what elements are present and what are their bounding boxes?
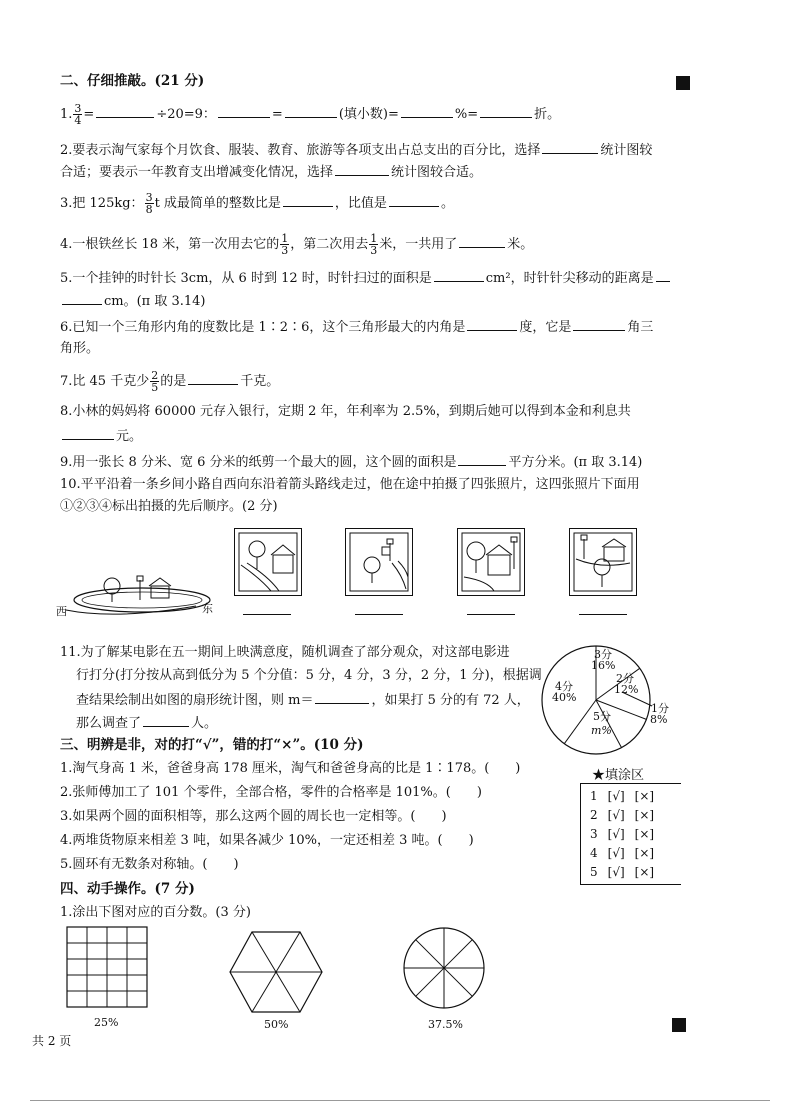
pie-pct-2: 12% [614, 683, 639, 696]
fill-area-title: ★填涂区 [592, 768, 645, 783]
question-2-7: 7.比 45 千克少 $\frac{2}{5}$ 的是 千克。 [60, 369, 280, 394]
registration-mark-bottom [672, 1018, 686, 1032]
question-3-1: 1.淘气身高 1 米，爸爸身高 178 厘米，淘气和爸爸身高的比是 1∶178。( ) [60, 761, 521, 776]
question-2-5-line1: 5.一个挂钟的时针长 3cm，从 6 时到 12 时，时针扫过的面积是 cm²，时针针尖移动的距离是 [60, 268, 672, 288]
question-2-8-line2: 元。 [60, 426, 142, 446]
photo-4-image [570, 529, 636, 595]
photo-2-answer-line[interactable] [355, 614, 403, 615]
question-3-2: 2.张师傅加工了 101 个零件，全部合格，零件的合格率是 101%。( ) [60, 785, 482, 800]
pie-label-1: 1分 [651, 702, 669, 715]
question-2-2-line1: 2.要表示淘气家每个月饮食、服装、教育、旅游等各项支出占总支出的百分比，选择 统计图较 [60, 140, 652, 160]
question-3-4: 4.两堆货物原来相差 3 吨，如果各减少 10%，一定还相差 3 吨。( ) [60, 833, 474, 848]
grid-figure[interactable] [66, 926, 148, 1008]
answer-blank[interactable] [573, 317, 625, 331]
photo-2 [345, 528, 413, 596]
page-footer: 共 2 页 [32, 1034, 72, 1048]
photo-1-answer-line[interactable] [243, 614, 291, 615]
photo-4 [569, 528, 637, 596]
registration-mark-top [676, 76, 690, 90]
answer-blank[interactable] [62, 426, 114, 440]
answer-blank[interactable] [335, 162, 389, 176]
answer-blank[interactable] [285, 104, 337, 118]
pie-label-4: 4分 [555, 680, 573, 693]
photo-4-answer-line[interactable] [579, 614, 627, 615]
fill-row-2[interactable]: 2 [√] [×] [590, 808, 655, 822]
answer-blank[interactable] [459, 234, 505, 248]
answer-blank[interactable] [143, 713, 189, 727]
question-2-4: 4.一根铁丝长 18 米，第一次用去它的 $\frac{1}{3}$ ，第二次用去 $\frac{1}{3}$ 米，一共用了 米。 [60, 232, 534, 257]
photo-2-image [346, 529, 412, 595]
pie-label-3: 3分 [594, 648, 612, 661]
pie-label-5: 5分 [593, 710, 611, 723]
answer-blank[interactable] [401, 104, 453, 118]
pie-pct-4: 40% [552, 691, 577, 704]
section2-title: 二、仔细推敲。(21 分) [60, 73, 205, 89]
question-2-6-line1: 6.已知一个三角形内角的度数比是 1∶2∶6，这个三角形最大的内角是 度，它是 角三 [60, 317, 653, 337]
route-map-illustration [56, 570, 216, 620]
section4-title: 四、动手操作。(7 分) [60, 881, 195, 897]
answer-blank[interactable] [389, 193, 439, 207]
photo-1 [234, 528, 302, 596]
section3-title: 三、明辨是非，对的打“√”，错的打“×”。(10 分) [60, 737, 364, 753]
answer-blank[interactable] [542, 140, 598, 154]
answer-blank[interactable] [62, 291, 102, 305]
answer-blank[interactable] [480, 104, 532, 118]
circle-percent-label: 37.5% [428, 1018, 463, 1031]
answer-blank[interactable] [315, 690, 369, 704]
question-2-10-line2: ①②③④标出拍摄的先后顺序。(2 分) [60, 499, 278, 514]
photo-3-image [458, 529, 524, 595]
question-3-3: 3.如果两个圆的面积相等，那么这两个圆的周长也一定相等。( ) [60, 809, 447, 824]
photo-3 [457, 528, 525, 596]
fill-row-4[interactable]: 4 [√] [×] [590, 846, 655, 860]
question-2-3: 3.把 125kg： $\frac{3}{8}$ t 成最简单的整数比是 ，比值是 。 [60, 191, 454, 216]
question-2-11-line4: 那么调查了 人。 [76, 713, 217, 733]
answer-blank[interactable] [218, 104, 270, 118]
pie-pct-3: 16% [591, 659, 616, 672]
question-2-8-line1: 8.小林的妈妈将 60000 元存入银行，定期 2 年，年利率为 2.5%，到期后她可以得到本金和利息共 [60, 404, 631, 419]
answer-blank[interactable] [656, 268, 670, 282]
answer-blank[interactable] [458, 452, 506, 466]
fill-row-1[interactable]: 1 [√] [×] [590, 789, 655, 803]
grid-percent-label: 25% [94, 1016, 119, 1029]
question-2-11-line2: 行打分(打分按从高到低分为 5 个分值：5 分，4 分，3 分，2 分，1 分)，根据调 [76, 668, 542, 683]
east-label: 东 [202, 602, 213, 615]
hexagon-percent-label: 50% [264, 1018, 289, 1031]
circle-figure[interactable] [402, 926, 486, 1010]
pie-pct-1: 8% [650, 713, 668, 726]
pie-leader-line [620, 690, 660, 710]
question-2-2-line2: 合适；要表示一年教育支出增减变化情况，选择 统计图较合适。 [60, 162, 482, 182]
question-3-5: 5.圆环有无数条对称轴。( ) [60, 857, 239, 872]
pie-label-2: 2分 [616, 672, 634, 685]
question-2-9: 9.用一张长 8 分米、宽 6 分米的纸剪一个最大的圆，这个圆的面积是 平方分米。(π 取 3.14) [60, 452, 642, 472]
fill-row-3[interactable]: 3 [√] [×] [590, 827, 655, 841]
photo-3-answer-line[interactable] [467, 614, 515, 615]
question-2-1: 1. $\frac{3}{4}$ = ÷20=9： = (填小数)= %= 折。 [60, 102, 561, 127]
west-label: 西 [56, 605, 67, 618]
question-4-1: 1.涂出下图对应的百分数。(3 分) [60, 905, 251, 920]
answer-blank[interactable] [434, 268, 484, 282]
question-2-10-line1: 10.平平沿着一条乡间小路自西向东沿着箭头路线走过，他在途中拍摄了四张照片，这四张照片下面用 [60, 477, 640, 492]
hexagon-figure[interactable] [228, 930, 324, 1014]
question-2-11-line1: 11.为了解某电影在五一期间上映满意度，随机调查了部分观众，对这部电影进 [60, 645, 510, 660]
question-2-11-line3: 查结果绘制出如图的扇形统计图，则 m＝ ，如果打 5 分的有 72 人， [76, 690, 530, 710]
fill-row-5[interactable]: 5 [√] [×] [590, 865, 655, 879]
answer-blank[interactable] [188, 371, 238, 385]
photo-1-image [235, 529, 301, 595]
question-2-6-line2: 角形。 [60, 341, 100, 356]
bottom-rule [30, 1100, 770, 1101]
pie-pct-5: m% [591, 724, 612, 737]
answer-blank[interactable] [467, 317, 517, 331]
question-2-5-line2: cm。(π 取 3.14) [60, 291, 206, 311]
answer-blank[interactable] [283, 193, 333, 207]
answer-blank[interactable] [96, 104, 154, 118]
